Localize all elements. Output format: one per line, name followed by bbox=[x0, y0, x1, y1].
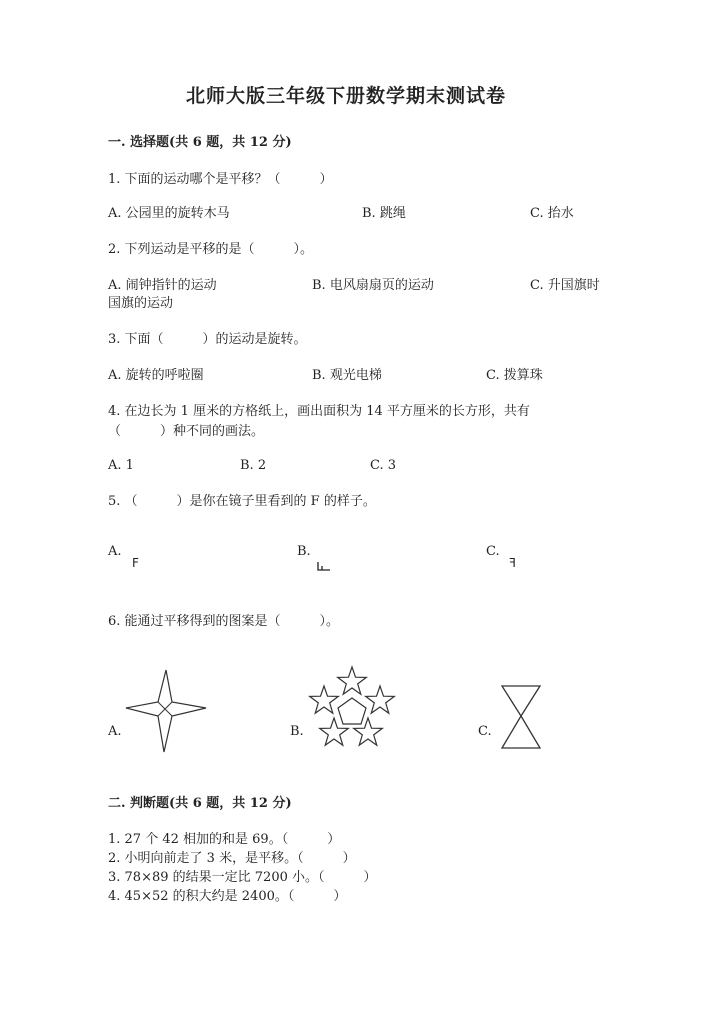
f-normal-glyph: F bbox=[132, 556, 139, 570]
question-6-option-a[interactable]: A. bbox=[108, 724, 122, 739]
question-3-stem: 3. 下面（ ）的运动是旋转。 bbox=[108, 332, 307, 347]
question-5-option-b[interactable]: B. bbox=[297, 544, 311, 559]
question-4-stem-line2: （ ）种不同的画法。 bbox=[108, 424, 265, 439]
f-rotated-icon bbox=[316, 560, 332, 572]
question-4-option-c[interactable]: C. 3 bbox=[370, 458, 397, 473]
question-2-option-a[interactable]: A. 闹钟指针的运动 bbox=[108, 278, 217, 293]
question-5-option-c[interactable]: C. bbox=[486, 544, 500, 559]
f-mirrored-glyph: ꟻ bbox=[509, 556, 516, 570]
question-6-option-c[interactable]: C. bbox=[478, 724, 492, 739]
judgment-item-4[interactable]: 4. 45×52 的积大约是 2400。（ ） bbox=[108, 889, 347, 904]
question-5-stem: 5. （ ）是你在镜子里看到的 F 的样子。 bbox=[108, 494, 376, 509]
section-heading-judgment: 二. 判断题(共 6 题，共 12 分) bbox=[108, 796, 292, 811]
question-3-option-a[interactable]: A. 旋转的呼啦圈 bbox=[108, 368, 204, 383]
stars-ring-icon bbox=[306, 664, 396, 752]
question-2-stem: 2. 下列运动是平移的是（ ）。 bbox=[108, 242, 314, 257]
question-6-stem: 6. 能通过平移得到的图案是（ ）。 bbox=[108, 614, 340, 629]
question-4-option-b[interactable]: B. 2 bbox=[240, 458, 267, 473]
four-point-star-icon bbox=[124, 668, 208, 754]
judgment-item-1[interactable]: 1. 27 个 42 相加的和是 69。（ ） bbox=[108, 832, 341, 847]
question-1-option-c[interactable]: C. 抬水 bbox=[530, 206, 574, 221]
question-3-option-c[interactable]: C. 拨算珠 bbox=[486, 368, 543, 383]
judgment-item-2[interactable]: 2. 小明向前走了 3 米，是平移。（ ） bbox=[108, 851, 356, 866]
question-4-stem-line1: 4. 在边长为 1 厘米的方格纸上，画出面积为 14 平方厘米的长方形，共有 bbox=[108, 404, 530, 419]
section-heading-choice: 一. 选择题(共 6 题，共 12 分) bbox=[108, 135, 292, 150]
question-1-option-a[interactable]: A. 公园里的旋转木马 bbox=[108, 206, 230, 221]
page-title: 北师大版三年级下册数学期末测试卷 bbox=[186, 85, 507, 107]
question-4-option-a[interactable]: A. 1 bbox=[108, 458, 134, 473]
question-2-option-b[interactable]: B. 电风扇扇页的运动 bbox=[312, 278, 434, 293]
question-2-option-c[interactable]: C. 升国旗时 bbox=[530, 278, 600, 293]
question-1-stem: 1. 下面的运动哪个是平移？（ ） bbox=[108, 172, 333, 187]
question-2-option-c-continued: 国旗的运动 bbox=[108, 296, 174, 311]
question-1-option-b[interactable]: B. 跳绳 bbox=[362, 206, 406, 221]
judgment-item-3[interactable]: 3. 78×89 的结果一定比 7200 小。（ ） bbox=[108, 870, 377, 885]
hourglass-icon bbox=[500, 684, 542, 750]
question-5-option-a[interactable]: A. bbox=[108, 544, 122, 559]
question-6-option-b[interactable]: B. bbox=[290, 724, 304, 739]
question-3-option-b[interactable]: B. 观光电梯 bbox=[312, 368, 382, 383]
